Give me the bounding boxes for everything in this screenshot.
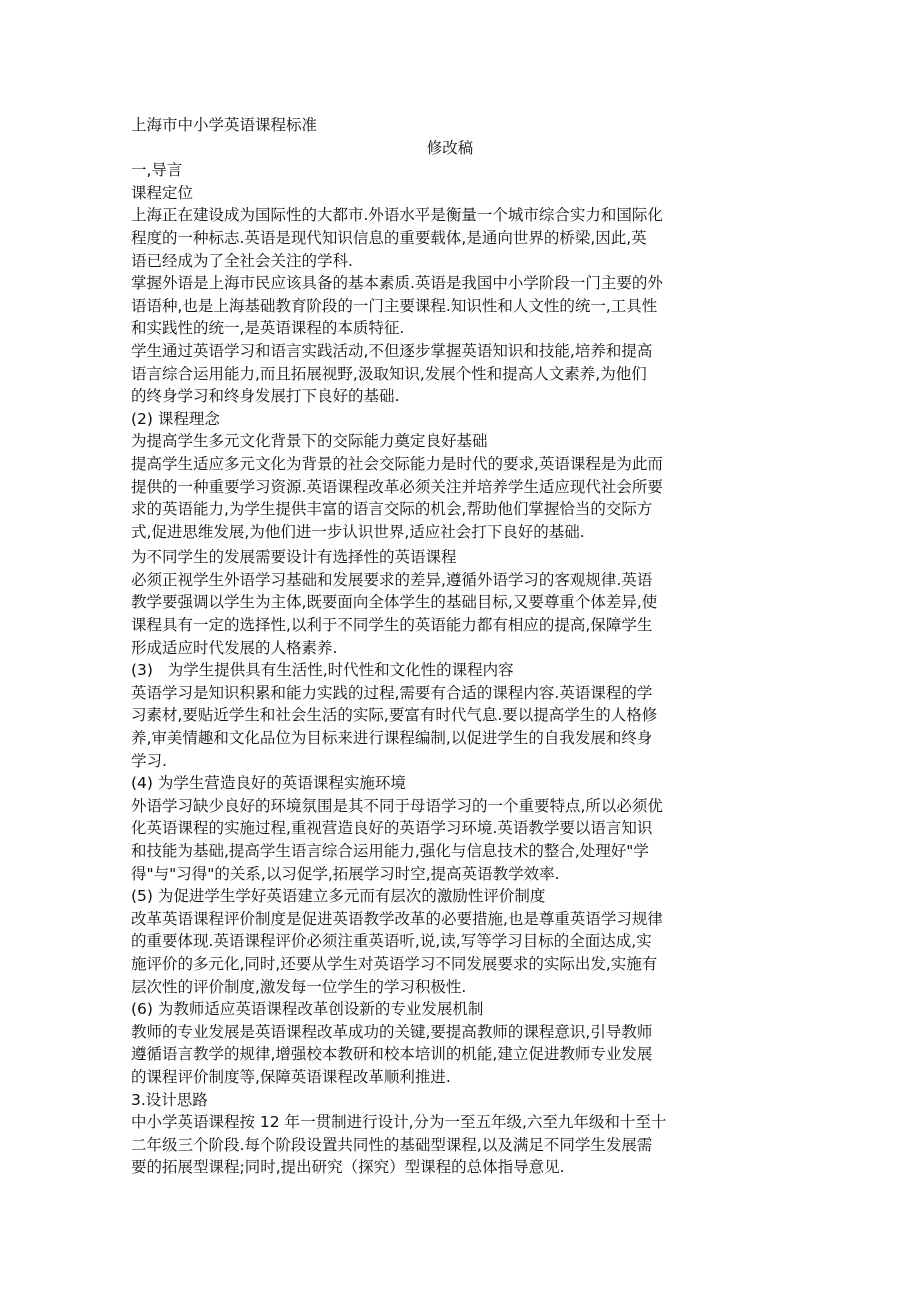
text-line: 层次性的评价制度,激发每一位学生的学习积极性. (131, 977, 467, 996)
text-line: 学生通过英语学习和语言实践活动,不但逐步掌握英语知识和技能,培养和提高 (131, 341, 653, 360)
text-line: 掌握外语是上海市民应该具备的基本素质.英语是我国中小学阶段一门主要的外 (131, 274, 663, 293)
text-line: 的终身学习和终身发展打下良好的基础. (131, 387, 400, 406)
text-line: 求的英语能力,为学生提供丰富的语言交际的机会,帮助他们掌握恰当的交际方 (131, 500, 653, 519)
text-line: 要的拓展型课程;同时,提出研究（探究）型课程的总体指导意见. (131, 1158, 565, 1177)
section-heading-course-philosophy: (2) 课程理念 (131, 409, 220, 428)
text-line: 改革英语课程评价制度是促进英语教学改革的必要措施,也是尊重英语学习规律 (131, 909, 663, 928)
text-line: 语语种,也是上海基础教育阶段的一门主要课程.知识性和人文性的统一,工具性 (131, 296, 658, 315)
text-line: 遵循语言教学的规律,增强校本教研和校本培训的机能,建立促进教师专业发展 (131, 1045, 653, 1064)
text-line: 施评价的多元化,同时,还要从学生对英语学习不同发展要求的实际出发,实施有 (131, 954, 658, 973)
document-page (131, 114, 731, 1179)
section-heading-6: (6) 为教师适应英语课程改革创设新的专业发展机制 (131, 1000, 484, 1019)
section-heading-intro: 一,导言 (131, 161, 183, 180)
text-line: 外语学习缺少良好的环境氛围是其不同于母语学习的一个重要特点,所以必须优 (131, 796, 663, 815)
text-line: 程度的一种标志.英语是现代知识信息的重要载体,是通向世界的桥梁,因此,英 (131, 228, 647, 247)
text-line: 教学要强调以学生为主体,既要面向全体学生的基础目标,又要尊重个体差异,使 (131, 593, 658, 612)
text-line: 式,促进思维发展,为他们进一步认识世界,适应社会打下良好的基础. (131, 522, 585, 541)
text-line: 化英语课程的实施过程,重视营造良好的英语学习环境.英语教学要以语言知识 (131, 819, 653, 838)
paragraph-4 (131, 453, 731, 543)
text-line: 得"与"习得"的关系,以习促学,拓展学习时空,提高英语教学效率. (131, 864, 560, 883)
text-line: 英语学习是知识积累和能力实践的过程,需要有合适的课程内容.英语课程的学 (131, 683, 653, 702)
document-title: 上海市中小学英语课程标准 (131, 116, 318, 134)
paragraph-9 (131, 1021, 731, 1089)
section-heading-4: (4) 为学生营造良好的英语课程实施环境 (131, 774, 406, 793)
section-heading-3: (3) 为学生提供具有生活性,时代性和文化性的课程内容 (131, 661, 514, 680)
text-line: 二年级三个阶段.每个阶段设置共同性的基础型课程,以及满足不同学生发展需 (131, 1135, 653, 1154)
paragraph-8 (131, 908, 731, 998)
text-line: 习素材,要贴近学生和社会生活的实际,要富有时代气息.要以提高学生的人格修 (131, 706, 658, 725)
text-line: 中小学英语课程按 12 年一贯制进行设计,分为一至五年级,六至九年级和十至十 (131, 1113, 667, 1132)
text-line: 教师的专业发展是英语课程改革成功的关键,要提高教师的课程意识,引导教师 (131, 1022, 653, 1041)
text-line: 语言综合运用能力,而且拓展视野,汲取知识,发展个性和提高人文素养,为他们 (131, 364, 647, 383)
paragraph-5 (131, 569, 731, 659)
paragraph-6 (131, 682, 731, 772)
text-line: 提高学生适应多元文化为背景的社会交际能力是时代的要求,英语课程是为此而 (131, 454, 663, 473)
section-heading-design: 3.设计思路 (131, 1090, 208, 1109)
text-line: 的重要体现.英语课程评价必须注重英语听,说,读,写等学习目标的全面达成,实 (131, 932, 652, 951)
text-line: 提供的一种重要学习资源.英语课程改革必须关注并培养学生适应现代社会所要 (131, 477, 663, 496)
paragraph-1 (131, 204, 731, 272)
paragraph-7 (131, 795, 731, 885)
text-line: 语已经成为了全社会关注的学科. (131, 251, 353, 270)
section-heading-5: (5) 为促进学生学好英语建立多元而有层次的激励性评价制度 (131, 887, 546, 906)
text-line: 和实践性的统一,是英语课程的本质特征. (131, 319, 405, 338)
text-line: 形成适应时代发展的人格素养. (131, 638, 338, 657)
paragraph-3 (131, 340, 731, 408)
text-line: 学习. (131, 751, 167, 770)
paragraph-10 (131, 1111, 731, 1179)
text-line: 必须正视学生外语学习基础和发展要求的差异,遵循外语学习的客观规律.英语 (131, 570, 653, 589)
text-line: 和技能为基础,提高学生语言综合运用能力,强化与信息技术的整合,处理好"学 (131, 842, 649, 860)
text-line: 上海正在建设成为国际性的大都市.外语水平是衡量一个城市综合实力和国际化 (131, 206, 663, 225)
text-line: 养,审美情趣和文化品位为目标来进行课程编制,以促进学生的自我发展和终身 (131, 729, 653, 748)
paragraph-2 (131, 272, 731, 340)
subheading-selective-course: 为不同学生的发展需要设计有选择性的英语课程 (131, 548, 457, 567)
text-line: 的课程评价制度等,保障英语课程改革顺利推进. (131, 1067, 451, 1086)
subheading-multicultural: 为提高学生多元文化背景下的交际能力奠定良好基础 (131, 432, 488, 451)
text-line: 课程具有一定的选择性,以利于不同学生的英语能力都有相应的提高,保障学生 (131, 616, 653, 635)
document-subtitle: 修改稿 (426, 138, 474, 157)
subsection-heading-positioning: 课程定位 (131, 183, 194, 202)
